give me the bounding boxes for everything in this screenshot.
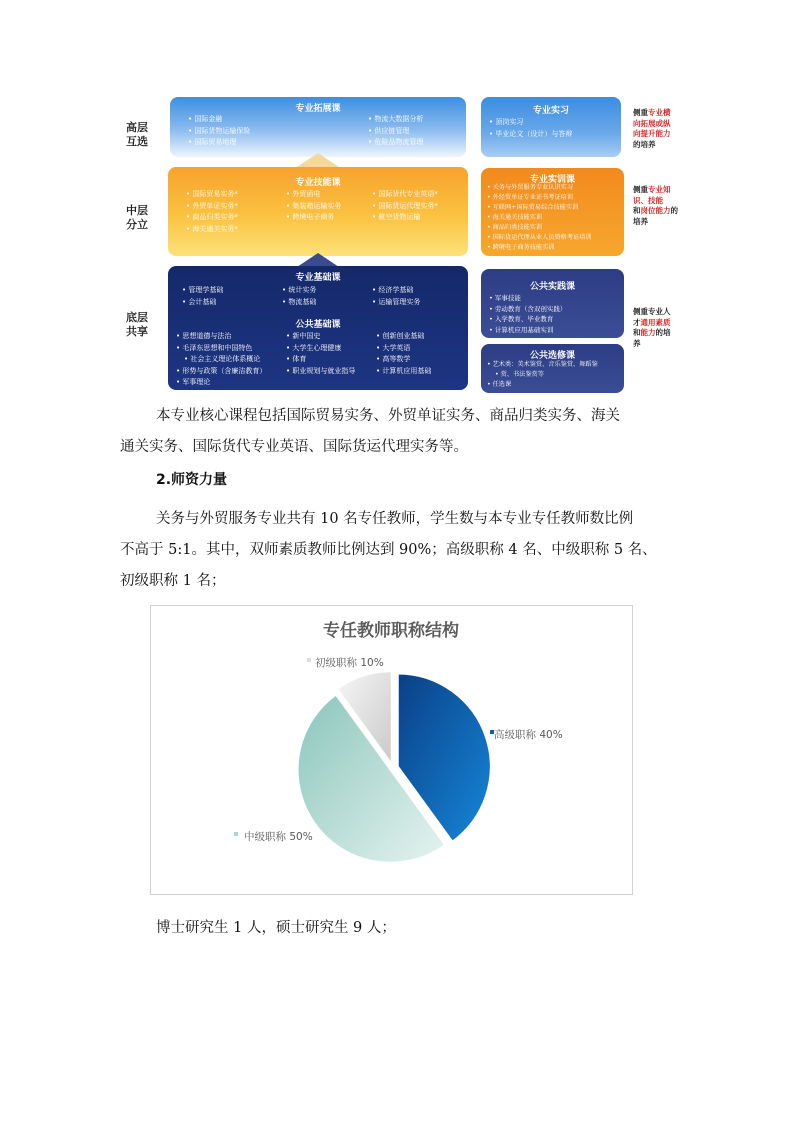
panel-extension-courses	[170, 97, 466, 157]
course-list: • 国际贸易实务* • 外贸单证实务* • 商品归类实务* • 海关通关实务*	[186, 189, 238, 235]
course-list: • 军事技能 • 劳动教育（含双创实践） • 入学教育、毕业教育 • 计算机应用基础实训	[489, 293, 566, 335]
pie-data-label: 中级职称 50%	[244, 831, 313, 843]
section-heading: 2.师资力量	[156, 472, 228, 488]
panel-title: 专业技能课	[295, 178, 341, 188]
course-list: • 创新创业基础 • 大学英语 • 高等数学 • 计算机应用基础	[376, 331, 431, 377]
level-label-bottom: 底层 共享	[126, 311, 148, 338]
course-list: • 思想道德与法治 • 毛泽东思想和中国特色 • 社会主义理论体系概论 • 形势与政策（含廉洁教育） • 军事理论	[176, 331, 266, 389]
course-list: • 经济学基础 • 运输管理实务	[372, 285, 420, 308]
course-list: • 顶岗实习 • 毕业论文（设计）与答辩	[489, 117, 572, 140]
pie-slices	[298, 671, 491, 863]
panel-title: 专业实训课	[529, 175, 575, 185]
course-list: • 艺术类：美术鉴赏、音乐鉴赏、舞蹈鉴 • 赏、书法鉴赏等 • 任选课	[487, 360, 598, 390]
pie-chart	[151, 606, 632, 894]
chart-title: 专任教师职称结构	[323, 621, 459, 641]
pie-label-marker	[234, 832, 238, 836]
panel-title: 公共选修课	[529, 351, 575, 361]
panel-title: 专业基础课	[295, 273, 341, 283]
course-list: • 外贸函电 • 集装箱运输实务 • 跨境电子商务	[286, 189, 341, 224]
level-label-top: 高层 互选	[126, 121, 148, 148]
panel-title: 公共实践课	[529, 282, 575, 292]
course-list: • 国际金融 • 国际货物运输保险 • 国际贸易地理	[188, 114, 250, 149]
panel-public-practice	[481, 269, 624, 338]
course-list: • 国际货代专业英语* • 国际货运代理实务* • 航空货物运输	[372, 189, 438, 224]
paragraph-faculty: 关务与外贸服务专业共有 10 名专任教师，学生数与本专业专任教师数比例 不高于 5:1。其中，双师素质教师比例达到 90%；高级职称 4 名、中级职称 5 名、 初级职称 1 名；	[120, 511, 657, 589]
panel-title: 专业实习	[532, 106, 569, 116]
note-mid: 侧重专业知 识、技能 和岗位能力的 培养	[633, 185, 678, 226]
panel-title: 公共基础课	[295, 320, 341, 330]
panel-skill-courses	[168, 167, 468, 256]
course-list: • 关务与外贸服务专业认识实习 • 外经贸单证专业证书考证培训 • 互联网+国际贸易综合技能实训 • 海关通关技能实训 • 商品归类技能实训 • 国际货运代理从业人员资格考证培训 • 跨境电子商务技能实训	[487, 183, 592, 253]
panel-training-courses	[481, 168, 624, 256]
level-label-mid: 中层 分立	[126, 204, 148, 231]
panel-internship	[481, 97, 621, 157]
course-list: • 新中国史 • 大学生心理健康 • 体育 • 职业规划与就业指导	[286, 331, 355, 377]
chart-frame	[150, 605, 633, 895]
course-list: • 统计实务 • 物流基础	[282, 285, 316, 308]
course-list: • 物流大数据分析 • 供应链管理 • 危险品物流管理	[368, 114, 423, 149]
pie-data-label: 初级职称 10%	[315, 657, 384, 669]
panel-foundation-courses	[168, 266, 468, 390]
pie-data-label: 高级职称 40%	[494, 729, 563, 741]
note-bottom: 侧重专业人 才通用素质 和能力的培 养	[633, 307, 671, 348]
pie-label-marker	[307, 658, 311, 662]
panel-title: 专业拓展课	[295, 104, 341, 114]
note-top: 侧重专业横 向拓展或纵 向提升能力 的培养	[633, 108, 671, 149]
paragraph-degrees: 博士研究生 1 人，硕士研究生 9 人；	[156, 920, 396, 936]
panel-public-electives	[481, 344, 624, 393]
paragraph-core-courses: 本专业核心课程包括国际贸易实务、外贸单证实务、商品归类实务、海关 通关实务、国际货代专业英语、国际货运代理实务等。	[120, 408, 620, 455]
course-list: • 管理学基础 • 会计基础	[182, 285, 223, 308]
